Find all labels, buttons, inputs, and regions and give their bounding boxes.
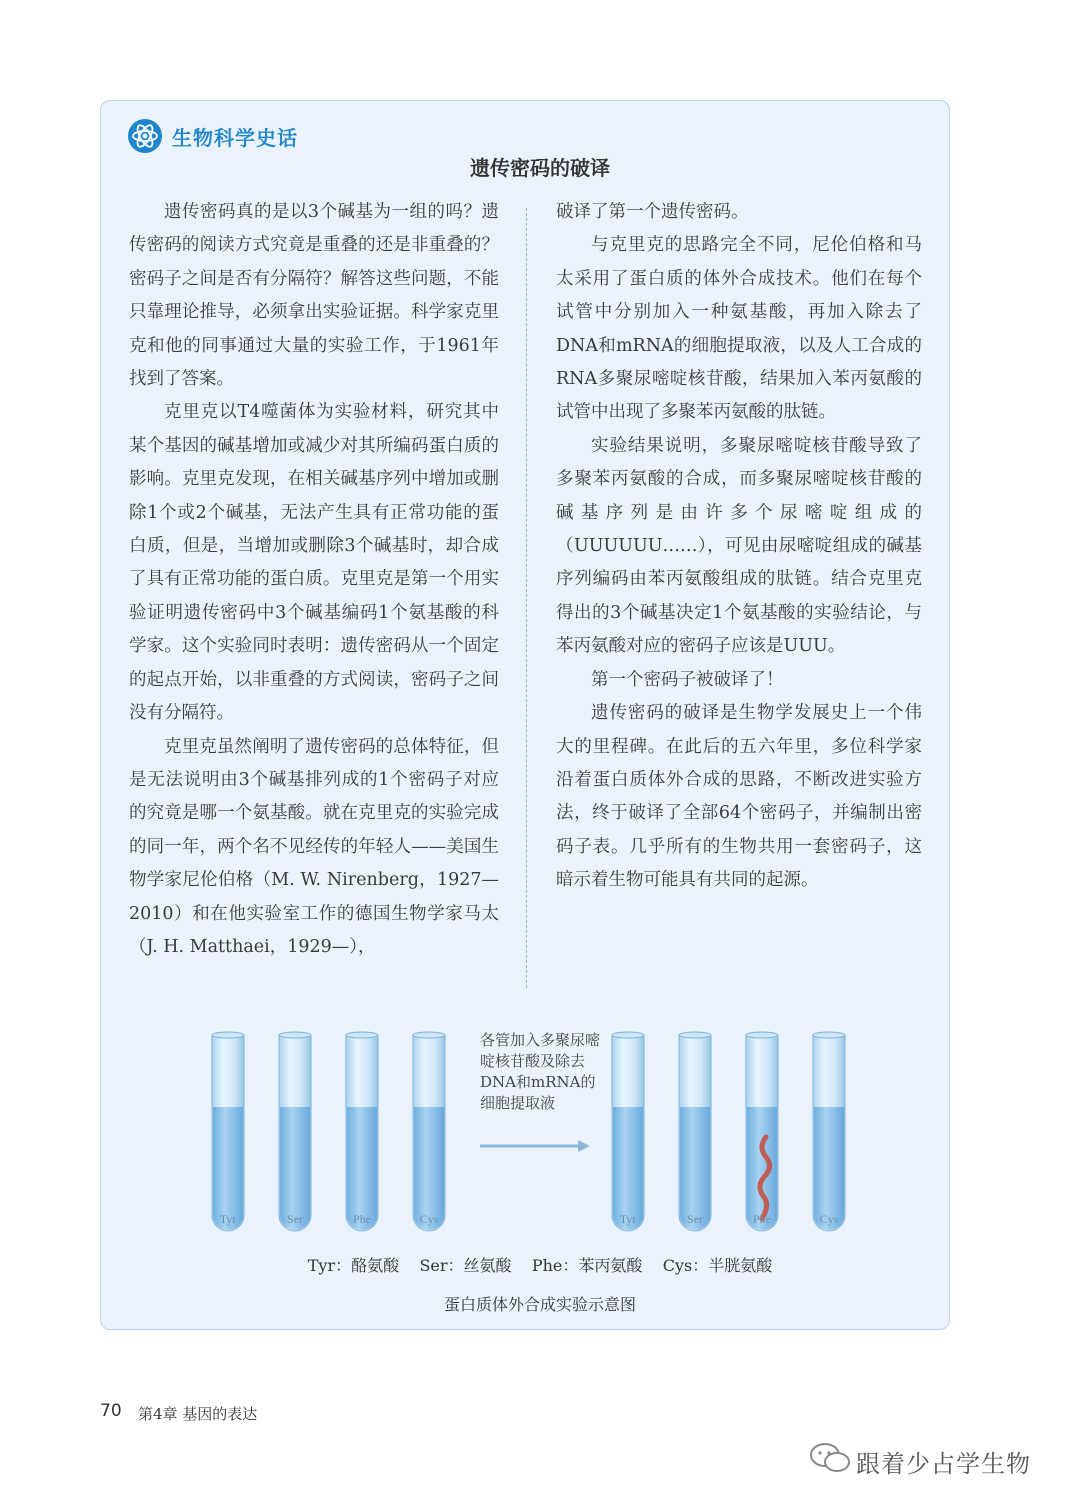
tube-tyr-before <box>212 1032 244 1231</box>
paragraph: 遗传密码真的是以3个碱基为一组的吗？遗传密码的阅读方式究竟是重叠的还是非重叠的？密码子之间是否有分隔符？解答这些问题，不能只靠理论推导，必须拿出实验证据。科学家克里克和他的同事通过大量的实验工作，于1961年找到了答案。 <box>129 202 499 390</box>
chapter-title: 第4章 基因的表达 <box>138 1405 258 1423</box>
tube-label: Phe <box>753 1212 771 1226</box>
column-divider <box>526 208 527 988</box>
arrow-icon <box>480 1140 590 1152</box>
tube-cys-before <box>413 1032 445 1231</box>
tube-label: Tyr <box>219 1212 237 1226</box>
tube-label: Ser <box>687 1212 703 1226</box>
tube-ser-after <box>679 1032 711 1231</box>
paragraph: 实验结果说明，多聚尿嘧啶核苷酸导致了多聚苯丙氨酸的合成，而多聚尿嘧啶核苷酸的碱基序列是由许多个尿嘧啶组成的（UUUUUU……），可见由尿嘧啶组成的碱基序列编码由苯丙氨酸组成的肽链。结合克里克得出的3个碱基决定1个氨基酸的实验结论，与苯丙氨酸对应的密码子应该是UUU。 <box>556 435 922 657</box>
wechat-icon <box>808 1440 852 1476</box>
tube-phe-after <box>746 1032 778 1231</box>
article-title: 遗传密码的破译 <box>470 156 610 180</box>
figure-caption: 蛋白质体外合成实验示意图 <box>443 1295 636 1314</box>
tube-label: Cys <box>819 1212 839 1226</box>
tube-ser-before <box>279 1032 311 1231</box>
tube-label: Ser <box>287 1212 303 1226</box>
tube-tyr-after <box>612 1032 644 1231</box>
paragraph: 破译了第一个遗传密码。 <box>556 202 749 222</box>
section-badge: 生物科学史话 <box>172 126 298 150</box>
atom-icon <box>127 118 163 154</box>
tube-label: Cys <box>419 1212 439 1226</box>
tube-label: Phe <box>353 1212 371 1226</box>
tube-label: Tyr <box>619 1212 637 1226</box>
paragraph: 克里克以T4噬菌体为实验材料，研究其中某个基因的碱基增加或减少对其所编码蛋白质的影响。克里克发现，在相关碱基序列中增加或删除1个或2个碱基，无法产生具有正常功能的蛋白质，但是，当增加或删除3个碱基时，却合成了具有正常功能的蛋白质。克里克是第一个用实验证明遗传密码中3个碱基编码1个氨基酸的科学家。这个实验同时表明：遗传密码从一个固定的起点开始，以非重叠的方式阅读，密码子之间没有分隔符。 <box>129 402 499 724</box>
paragraph: 克里克虽然阐明了遗传密码的总体特征，但是无法说明由3个碱基排列成的1个密码子对应的究竟是哪一个氨基酸。就在克里克的实验完成的同一年，两个名不见经传的年轻人——美国生物学家尼伦伯格（M. W. Nirenberg，1927—2010）和在他实验室工作的德国生物学家马太（J. H. Matthaei，1929—）， <box>129 736 499 957</box>
watermark-account: 跟着少占学生物 <box>856 1450 1031 1478</box>
tube-cys-after <box>813 1032 845 1231</box>
paragraph: 遗传密码的破译是生物学发展史上一个伟大的里程碑。在此后的五六年里，多位科学家沿着蛋白质体外合成的思路，不断改进实验方法，终于破译了全部64个密码子，并编制出密码子表。几乎所有的生物共用一套密码子，这暗示着生物可能具有共同的起源。 <box>556 703 922 891</box>
figure-legend: Tyr：酪氨酸 Ser：丝氨酸 Phe：苯丙氨酸 Cys：半胱氨酸 <box>307 1256 773 1275</box>
tube-phe-before <box>346 1032 378 1231</box>
paragraph: 第一个密码子被破译了！ <box>591 669 784 690</box>
paragraph: 与克里克的思路完全不同，尼伦伯格和马太采用了蛋白质的体外合成技术。他们在每个试管中分别加入一种氨基酸，再加入除去了DNA和mRNA的细胞提取液，以及人工合成的RNA多聚尿嘧啶核苷酸，结果加入苯丙氨酸的试管中出现了多聚苯丙氨酸的肽链。 <box>556 235 922 423</box>
arrow-annotation: 各管加入多聚尿嘧啶核苷酸及除去DNA和mRNA的细胞提取液 <box>480 1031 601 1112</box>
left-column <box>129 196 499 964</box>
right-column <box>556 196 922 898</box>
page-number: 70 <box>100 1401 122 1421</box>
